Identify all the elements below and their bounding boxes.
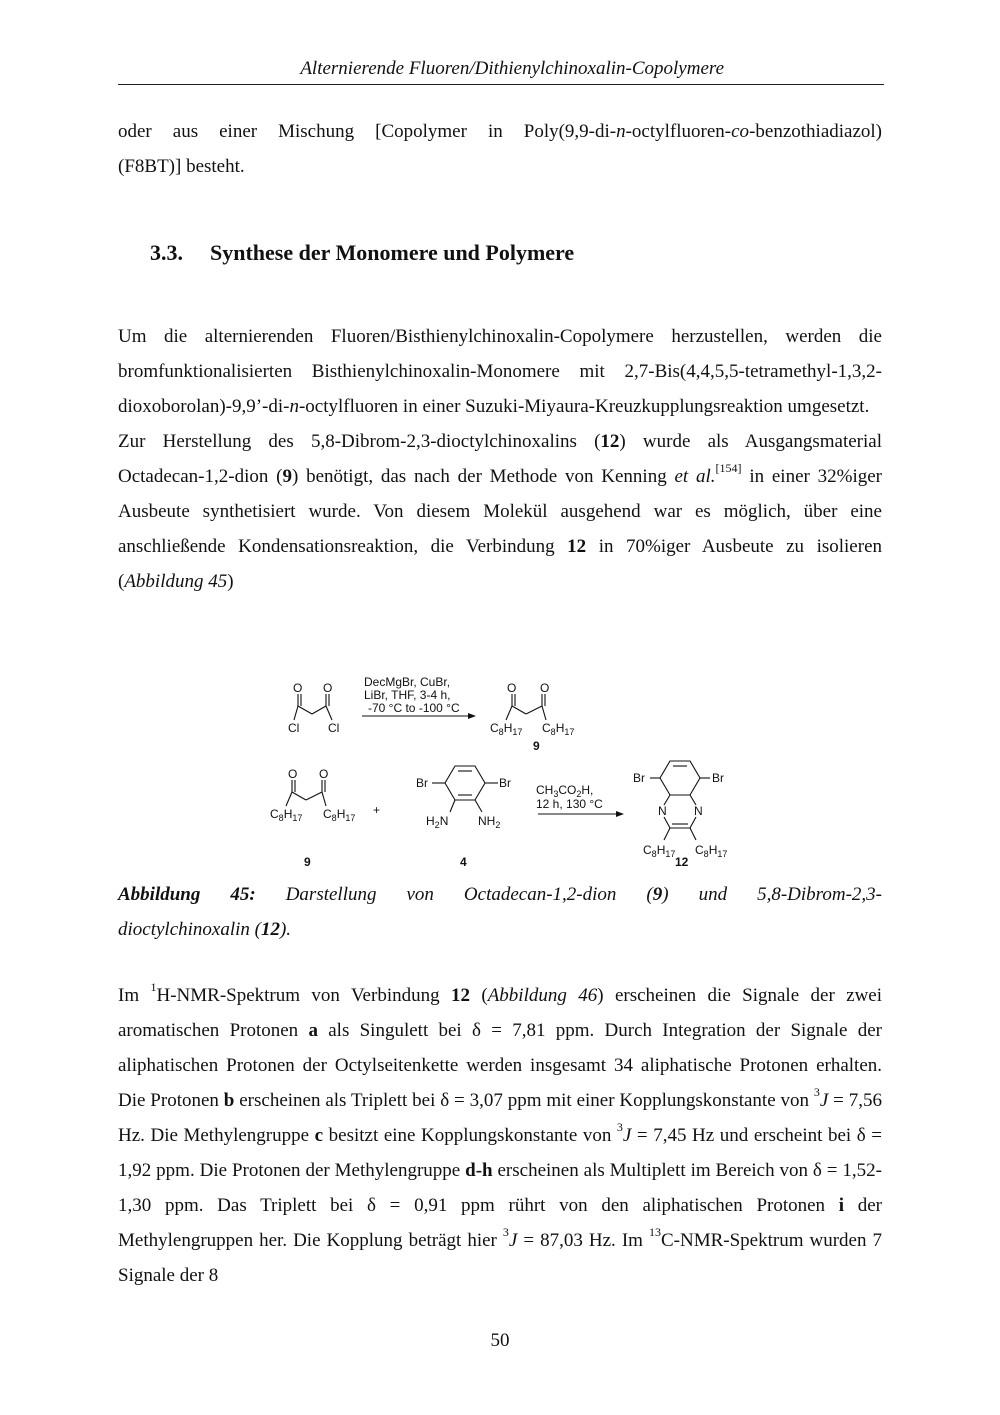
oxalyl-cl-right: Cl xyxy=(328,721,340,735)
paragraph-2: Zur Herstellung des 5,8-Dibrom-2,3-dioctylchinoxalins (12) wurde als Ausgangsmaterial Octadecan-1,2-dion (9) benötigt, das nach der Methode von Kenning et al.[154] in einer 32%iger Ausbeute synthetisiert wurde. Von diesem Molekül ausgehend war es möglich, über eine anschließende Kondensationsreaktion, die Verbindung 12 in 70%iger Ausbeute zu isolieren (Abbildung 45) xyxy=(118,431,882,592)
oxalyl-o-left: O xyxy=(293,681,303,695)
dione9-o-right: O xyxy=(540,681,550,695)
dione-o-right: O xyxy=(319,767,329,781)
running-head: Alternierende Fluoren/Dithienylchinoxalin-Copolymere xyxy=(300,58,724,79)
dione9-c8h17-right: $C_8H_{17}$ xyxy=(542,721,575,737)
cond1-line2: LiBr, THF, 3-4 h, xyxy=(364,688,451,702)
diamine-br-left: Br xyxy=(416,776,428,790)
paragraph-1: Um die alternierenden Fluoren/Bisthienylchinoxalin-Copolymere herzustellen, werden die bromfunktionalisierten Bisthienylchinoxalin-Monomere mit 2,7-Bis(4,4,5,5-tetramethyl-1,3,2-dioxoborolan)-9,9’-di-n-octylfluoren in einer Suzuki-Miyaura-Kreuzkupplungsreaktion umgesetzt. xyxy=(118,326,882,417)
dione9-c8h17-left: $C_8H_{17}$ xyxy=(490,721,523,737)
cond1-line3: -70 °C to -100 °C xyxy=(368,701,460,715)
label-4: 4 xyxy=(460,855,467,869)
dione-c8h17-right: $C_8H_{17}$ xyxy=(323,807,356,823)
cond2-line1: $CH_3CO_2H$, xyxy=(536,783,594,799)
diamine-br-right: Br xyxy=(499,776,511,790)
intro-paragraph xyxy=(118,114,882,184)
dione-o-left: O xyxy=(288,767,298,781)
quinox-br-left: Br xyxy=(633,771,645,785)
section-title: Synthese der Monomere und Polymere xyxy=(210,240,575,265)
quinox-c8h17-right: $C_8H_{17}$ xyxy=(695,843,728,859)
oxalyl-cl-left: Cl xyxy=(288,721,300,735)
intro-line-2: (F8BT)] besteht. xyxy=(118,156,245,177)
plus-sign: + xyxy=(373,803,381,817)
header-rule xyxy=(118,84,884,85)
dione9-o-left: O xyxy=(507,681,517,695)
figure-caption xyxy=(118,877,882,947)
section-heading xyxy=(150,240,574,266)
caption-label: Abbildung 45: xyxy=(118,884,256,905)
paragraph-nmr xyxy=(118,978,882,1293)
reaction-scheme xyxy=(260,668,740,878)
quinox-br-right: Br xyxy=(712,771,724,785)
section-number: 3.3. xyxy=(150,240,183,265)
diamine-nh2-left: $H_2N$ xyxy=(426,814,449,830)
label-9-top: 9 xyxy=(533,739,540,753)
paragraph-3: Im $^1$H-NMR-Spektrum von Verbindung 12 (Abbildung 46) erscheinen die Signale der zwei aromatischen Protonen a als Singulett bei δ = 7,81 ppm. Durch Integration der Signale der aliphatischen Protonen der Octylseitenkette werden insgesamt 34 aliphatische Protonen erhalten. Die Protonen b erscheinen als Triplett bei δ = 3,07 ppm mit einer Kopplungskonstante von $^3$J = 7,56 Hz. Die Methylengruppe c besitzt eine Kopplungskonstante von $^3$J = 7,45 Hz und erscheint bei δ = 1,92 ppm. Die Protonen der Methylengruppe d-h erscheinen als Multiplett im Bereich von δ = 1,52-1,30 ppm. Das Triplett bei δ = 0,91 ppm rührt von den aliphatischen Protonen i der Methylengruppen her. Die Kopplung beträgt hier $^3$J = 87,03 Hz. Im $^{13}$C-NMR-Spektrum wurden 7 Signale der 8 xyxy=(118,979,883,1286)
quinox-n-right: N xyxy=(694,804,703,818)
dione-c8h17-left: $C_8H_{17}$ xyxy=(270,807,303,823)
quinox-c8h17-left: $C_8H_{17}$ xyxy=(643,843,676,859)
caption-line-2: dioctylchinoxalin (12). xyxy=(118,919,292,940)
intro-line-1: oder aus einer Mischung [Copolymer in Poly(9,9-di-n-octylfluoren-co-benzothiadiazol) xyxy=(118,121,882,142)
label-12: 12 xyxy=(675,855,689,869)
page-number: 50 xyxy=(490,1330,510,1351)
oxalyl-o-right: O xyxy=(323,681,333,695)
cond1-line1: DecMgBr, CuBr, xyxy=(364,675,451,689)
quinox-n-left: N xyxy=(658,804,667,818)
diamine-nh2-right: $NH_2$ xyxy=(478,814,501,830)
caption-line-1: Abbildung 45: Darstellung von Octadecan-1,2-dion (9) und 5,8-Dibrom-2,3- xyxy=(118,884,882,905)
paragraph-intro-synthesis xyxy=(118,319,882,599)
label-9-bottom: 9 xyxy=(304,855,311,869)
cond2-line2: 12 h, 130 °C xyxy=(536,797,603,811)
